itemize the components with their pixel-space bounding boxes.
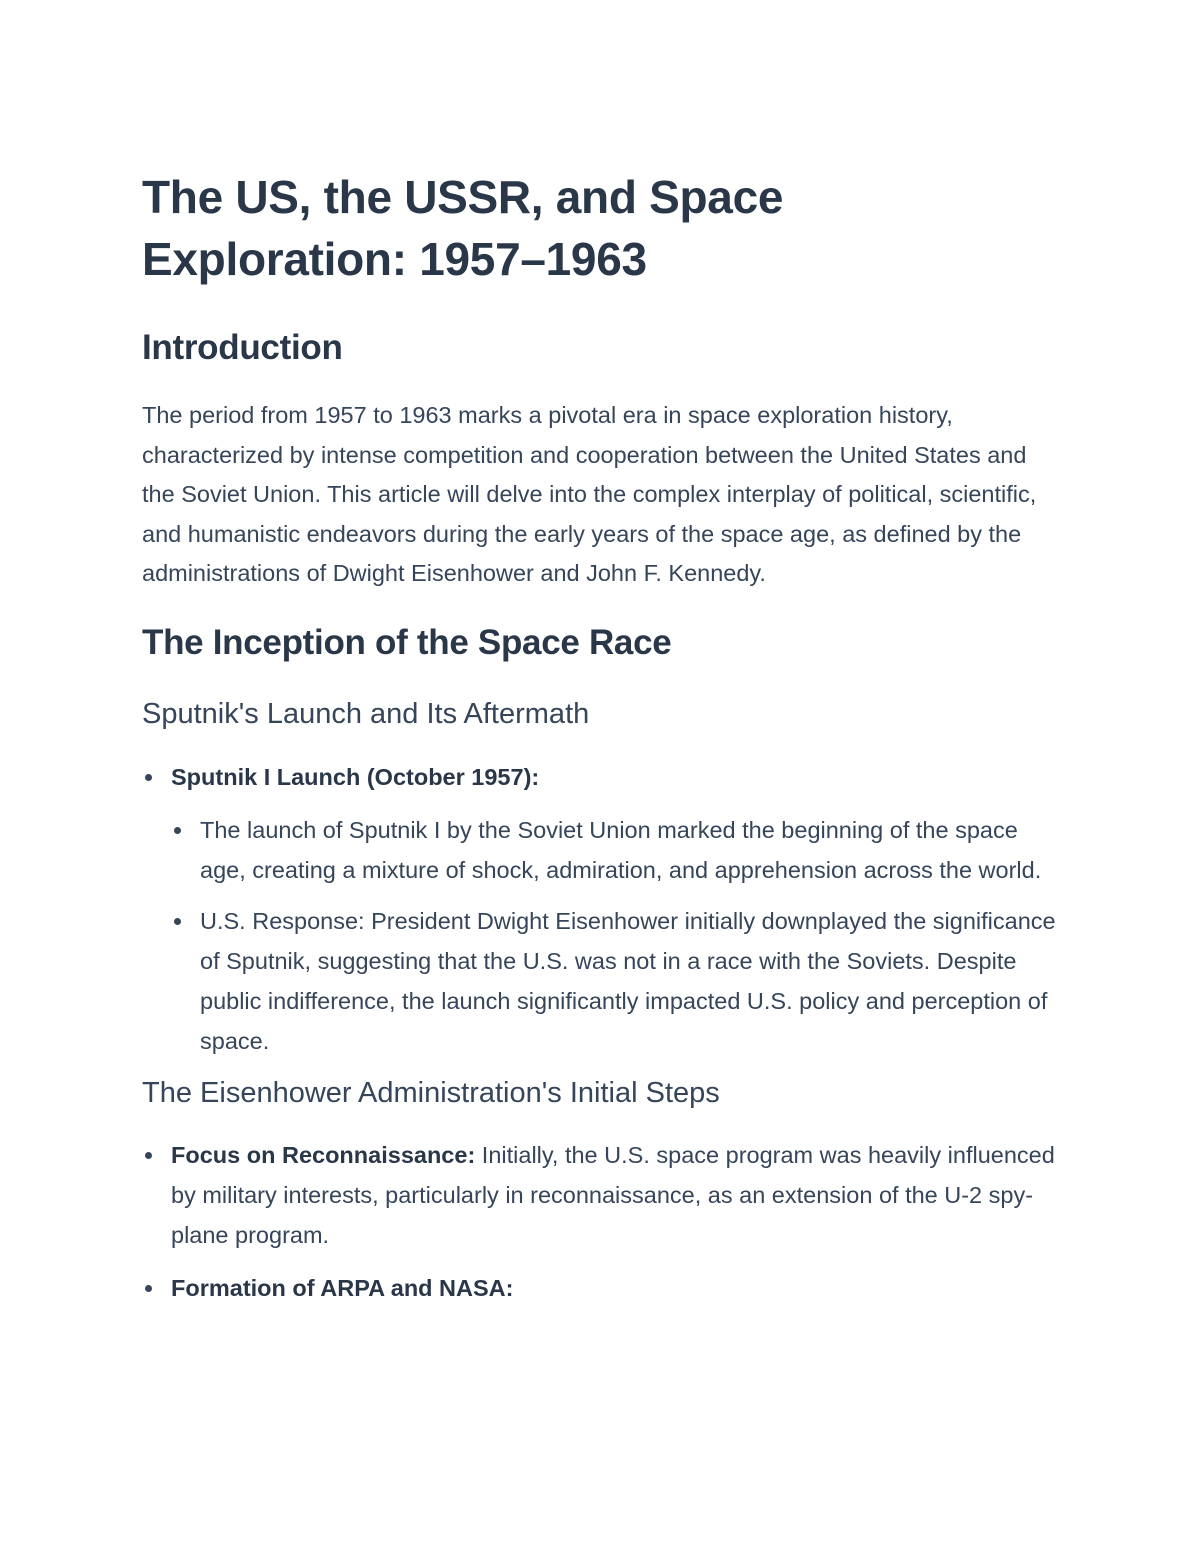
list-item-label: Formation of ARPA and NASA: (171, 1274, 514, 1301)
list-item-label: Focus on Reconnaissance: (171, 1141, 476, 1168)
list-item-sputnik-launch (142, 757, 1062, 797)
introduction-paragraph: The period from 1957 to 1963 marks a pivotal era in space exploration history, characterized by intense competition and cooperation between the United States and the Soviet Union. This article will delve into the complex interplay of political, scientific, and humanistic endeavors during the early years of the space age, as defined by the administrations of Dwight Eisenhower and John F. Kennedy. (142, 402, 1037, 587)
inception-heading: The Inception of the Space Race (142, 622, 672, 662)
list-item-reconnaissance (142, 1135, 1062, 1255)
document-title: The US, the USSR, and Space Exploration: 1957–1963 (142, 171, 784, 285)
document-page (142, 166, 1062, 1308)
list-item-arpa-nasa (142, 1268, 1062, 1308)
list-subitem: U.S. Response: President Dwight Eisenhower initially downplayed the significance of Sputnik, suggesting that the U.S. was not in a race with the Soviets. Despite public indifference, the launch significantly impacted U.S. policy and perception of space. (142, 901, 1062, 1061)
eisenhower-subheading: The Eisenhower Administration's Initial Steps (142, 1076, 720, 1109)
list-item-text: Initially, the U.S. space program was heavily influenced by military interests, particularly in reconnaissance, as an extension of the U-2 spy-plane program. (171, 1141, 1055, 1248)
sputnik-subheading: Sputnik's Launch and Its Aftermath (142, 697, 590, 730)
list-subitem: The launch of Sputnik I by the Soviet Union marked the beginning of the space age, creating a mixture of shock, admiration, and apprehension across the world. (142, 810, 1062, 890)
introduction-heading: Introduction (142, 328, 343, 367)
list-item-label: Sputnik I Launch (October 1957): (171, 763, 540, 790)
eisenhower-list (142, 1135, 1062, 1308)
sputnik-list (142, 757, 1062, 1061)
